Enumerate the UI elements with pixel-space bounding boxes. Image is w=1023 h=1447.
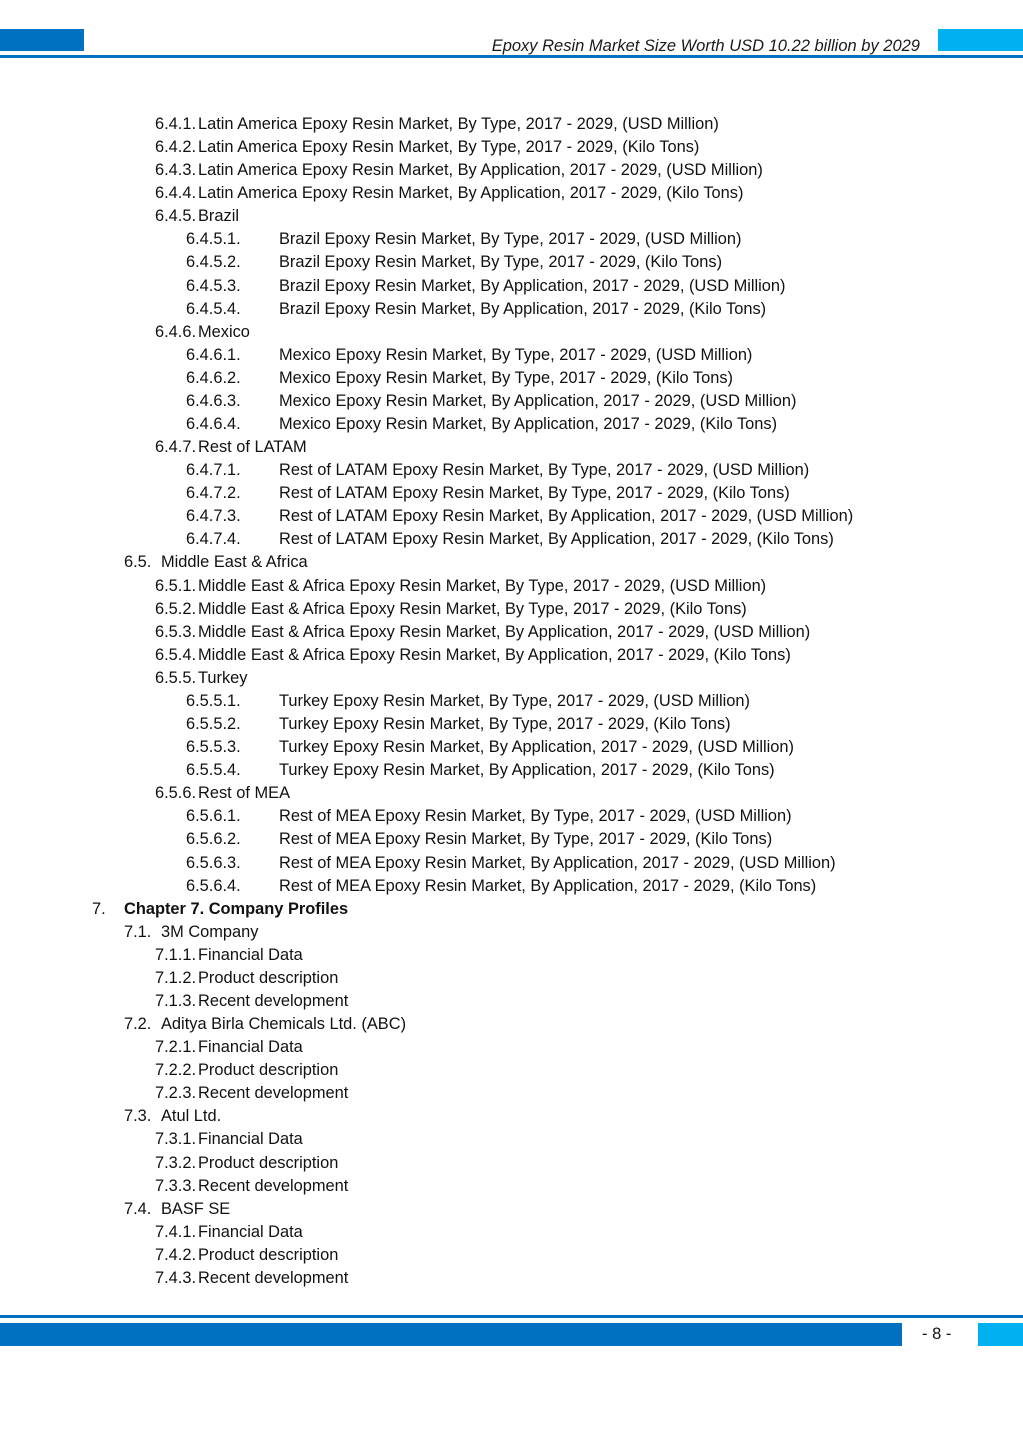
toc-entry-number: 6.4.5.2. [186,253,241,272]
toc-entry [0,459,1023,482]
toc-entry [0,852,1023,875]
toc-entry-title: Financial Data [198,1222,303,1241]
toc-entry-title: Recent development [198,991,349,1010]
toc-entry-title: Turkey [198,668,248,687]
toc-entry-title: Rest of MEA Epoxy Resin Market, By Type, 2017 - 2029, (USD Million) [279,807,792,826]
toc-entry-number: 6.5.6.1. [186,807,241,826]
toc-entry-number: 6.5. [124,553,152,572]
toc-entry-number: 6.5.6.2. [186,830,241,849]
toc-entry-title: Financial Data [198,945,303,964]
toc-entry-number: 6.4.6.4. [186,415,241,434]
toc-entry [0,1267,1023,1290]
toc-entry-title: Product description [198,1245,339,1264]
toc-entry [0,113,1023,136]
toc-entry [0,759,1023,782]
toc-entry-number: 6.5.5. [155,668,197,687]
toc-entry-title: Middle East & Africa [161,553,308,572]
toc-entry-number: 6.5.6.3. [186,853,241,872]
toc-entry [0,436,1023,459]
toc-entry-title: Mexico Epoxy Resin Market, By Application, 2017 - 2029, (USD Million) [279,391,797,410]
toc-entry [0,621,1023,644]
toc-entry [0,898,1023,921]
toc-entry [0,805,1023,828]
toc-entry-title: Latin America Epoxy Resin Market, By Type, 2017 - 2029, (Kilo Tons) [198,138,700,157]
toc-entry-title: Recent development [198,1176,349,1195]
toc-entry-title: Rest of MEA Epoxy Resin Market, By Type, 2017 - 2029, (Kilo Tons) [279,830,773,849]
toc-entry-title: Turkey Epoxy Resin Market, By Type, 2017 - 2029, (USD Million) [279,691,750,710]
toc-entry-number: 6.4.7.1. [186,461,241,480]
toc-entry [0,1175,1023,1198]
toc-entry-title: 3M Company [161,922,259,941]
toc-entry-number: 6.4.5.1. [186,230,241,249]
table-of-contents [0,113,1023,1290]
toc-entry-title: Aditya Birla Chemicals Ltd. (ABC) [161,1015,407,1034]
toc-entry-title: Rest of LATAM Epoxy Resin Market, By Type, 2017 - 2029, (USD Million) [279,461,810,480]
toc-entry [0,1128,1023,1151]
toc-entry [0,667,1023,690]
toc-entry-title: Recent development [198,1268,349,1287]
toc-entry-number: 6.4.5.3. [186,276,241,295]
toc-entry-number: 6.4.7.4. [186,530,241,549]
toc-entry-title: Brazil [198,207,239,226]
toc-entry-title: Turkey Epoxy Resin Market, By Type, 2017 - 2029, (Kilo Tons) [279,715,731,734]
toc-entry-title: Financial Data [198,1130,303,1149]
toc-entry-number: 7.4.2. [155,1245,197,1264]
toc-entry [0,1221,1023,1244]
toc-entry-title: Mexico Epoxy Resin Market, By Type, 2017 - 2029, (Kilo Tons) [279,368,733,387]
toc-entry-title: Latin America Epoxy Resin Market, By Type, 2017 - 2029, (USD Million) [198,115,719,133]
toc-entry-title: Middle East & Africa Epoxy Resin Market, By Type, 2017 - 2029, (USD Million) [198,576,767,595]
toc-entry [0,690,1023,713]
toc-entry-number: 7.4.3. [155,1268,197,1287]
toc-entry-number: 6.4.5.4. [186,299,241,318]
toc-entry-title: Rest of MEA [198,784,290,803]
toc-entry-number: 6.4.2. [155,138,197,157]
toc-entry-title: Mexico [198,322,250,341]
toc-entry [0,575,1023,598]
toc-entry-number: 7.3.3. [155,1176,197,1195]
toc-entry [0,1059,1023,1082]
toc-entry [0,275,1023,298]
toc-entry [0,344,1023,367]
toc-entry-number: 7.2.1. [155,1038,197,1057]
toc-entry [0,990,1023,1013]
toc-entry [0,413,1023,436]
toc-entry-title: Rest of LATAM Epoxy Resin Market, By Application, 2017 - 2029, (USD Million) [279,507,854,526]
toc-entry-number: 7.2. [124,1015,152,1034]
toc-entry-number: 6.4.6.3. [186,391,241,410]
toc-entry-title: Chapter 7. Company Profiles [124,899,349,918]
toc-entry [0,713,1023,736]
toc-entry-title: Rest of MEA Epoxy Resin Market, By Application, 2017 - 2029, (USD Million) [279,853,836,872]
toc-entry [0,390,1023,413]
toc-entry-number: 7.3. [124,1107,152,1126]
toc-entry-number: 6.4.1. [155,115,197,133]
toc-entry-number: 6.5.5.4. [186,761,241,780]
toc-entry-title: Financial Data [198,1038,303,1057]
toc-entry-title: Mexico Epoxy Resin Market, By Type, 2017 - 2029, (USD Million) [279,345,753,364]
toc-entry [0,875,1023,898]
toc-entry [0,528,1023,551]
toc-entry [0,944,1023,967]
toc-entry [0,482,1023,505]
page-number: - 8 - [922,1325,952,1343]
header-accent-right [938,29,1023,51]
footer-rule [0,1315,1023,1318]
footer-bar [0,1323,902,1346]
toc-entry-number: 7.2.3. [155,1084,197,1103]
toc-entry [0,367,1023,390]
toc-entry [0,782,1023,805]
toc-entry-number: 6.4.4. [155,184,197,203]
toc-entry-title: BASF SE [161,1199,231,1218]
toc-entry-number: 7. [92,899,106,918]
toc-entry-number: 7.4. [124,1199,152,1218]
toc-entry-number: 6.4.7.3. [186,507,241,526]
toc-entry [0,1036,1023,1059]
toc-entry-title: Middle East & Africa Epoxy Resin Market, By Type, 2017 - 2029, (Kilo Tons) [198,599,747,618]
document-title: Epoxy Resin Market Size Worth USD 10.22 billion by 2029 [491,37,920,55]
toc-entry-title: Mexico Epoxy Resin Market, By Application, 2017 - 2029, (Kilo Tons) [279,415,778,434]
toc-entry [0,205,1023,228]
toc-entry-title: Brazil Epoxy Resin Market, By Type, 2017 - 2029, (USD Million) [279,230,742,249]
toc-entry-title: Brazil Epoxy Resin Market, By Application, 2017 - 2029, (USD Million) [279,276,786,295]
toc-entry-number: 6.5.4. [155,645,197,664]
toc-entry-number: 7.1. [124,922,152,941]
toc-entry [0,1244,1023,1267]
toc-entry-title: Middle East & Africa Epoxy Resin Market, By Application, 2017 - 2029, (Kilo Tons) [198,645,791,664]
toc-entry-title: Atul Ltd. [161,1107,222,1126]
toc-entry-number: 6.5.6. [155,784,197,803]
toc-entry-number: 7.3.1. [155,1130,197,1149]
toc-entry [0,921,1023,944]
toc-entry [0,1105,1023,1128]
toc-entry-number: 7.3.2. [155,1153,197,1172]
toc-entry-number: 6.5.5.3. [186,738,241,757]
toc-entry-title: Recent development [198,1084,349,1103]
toc-entry-number: 7.1.2. [155,968,197,987]
toc-entry [0,1198,1023,1221]
toc-entry [0,551,1023,574]
header-rule [0,55,1023,58]
toc-entry-title: Rest of LATAM [198,438,307,457]
toc-entry [0,251,1023,274]
toc-entry-number: 6.5.6.4. [186,876,241,895]
toc-entry-number: 7.4.1. [155,1222,197,1241]
toc-entry-title: Product description [198,1061,339,1080]
toc-entry [0,736,1023,759]
toc-entry-number: 6.4.6. [155,322,197,341]
toc-entry-title: Rest of LATAM Epoxy Resin Market, By Type, 2017 - 2029, (Kilo Tons) [279,484,790,503]
toc-entry [0,1013,1023,1036]
toc-entry-title: Rest of LATAM Epoxy Resin Market, By Application, 2017 - 2029, (Kilo Tons) [279,530,834,549]
footer-accent-right [978,1323,1023,1346]
toc-entry-title: Brazil Epoxy Resin Market, By Type, 2017 - 2029, (Kilo Tons) [279,253,723,272]
toc-entry-number: 6.4.6.1. [186,345,241,364]
toc-entry-title: Product description [198,1153,339,1172]
toc-entry [0,1152,1023,1175]
toc-entry-title: Turkey Epoxy Resin Market, By Application, 2017 - 2029, (Kilo Tons) [279,761,775,780]
toc-entry-number: 6.4.3. [155,161,197,180]
header-accent-left [0,29,84,51]
toc-entry-number: 6.5.3. [155,622,197,641]
toc-entry [0,967,1023,990]
toc-entry-title: Latin America Epoxy Resin Market, By Application, 2017 - 2029, (USD Million) [198,161,763,180]
toc-entry-number: 6.5.2. [155,599,197,618]
toc-entry [0,136,1023,159]
toc-entry [0,228,1023,251]
toc-entry [0,598,1023,621]
toc-entry-number: 7.1.3. [155,991,197,1010]
toc-entry-title: Middle East & Africa Epoxy Resin Market, By Application, 2017 - 2029, (USD Million) [198,622,811,641]
toc-entry-title: Rest of MEA Epoxy Resin Market, By Application, 2017 - 2029, (Kilo Tons) [279,876,817,895]
toc-entry [0,298,1023,321]
toc-entry [0,644,1023,667]
toc-entry-number: 6.4.7. [155,438,197,457]
toc-entry [0,182,1023,205]
toc-entry [0,1082,1023,1105]
toc-entry-title: Product description [198,968,339,987]
toc-entry-number: 6.5.5.1. [186,691,241,710]
toc-entry [0,321,1023,344]
toc-entry-title: Latin America Epoxy Resin Market, By Application, 2017 - 2029, (Kilo Tons) [198,184,744,203]
toc-entry-title: Turkey Epoxy Resin Market, By Application, 2017 - 2029, (USD Million) [279,738,794,757]
toc-entry-number: 6.4.5. [155,207,197,226]
toc-entry-number: 7.1.1. [155,945,197,964]
toc-entry-number: 7.2.2. [155,1061,197,1080]
toc-entry [0,159,1023,182]
toc-entry [0,828,1023,851]
toc-entry [0,505,1023,528]
toc-entry-number: 6.4.7.2. [186,484,241,503]
toc-entry-title: Brazil Epoxy Resin Market, By Application, 2017 - 2029, (Kilo Tons) [279,299,767,318]
toc-entry-number: 6.5.1. [155,576,197,595]
toc-entry-number: 6.4.6.2. [186,368,241,387]
toc-entry-number: 6.5.5.2. [186,715,241,734]
